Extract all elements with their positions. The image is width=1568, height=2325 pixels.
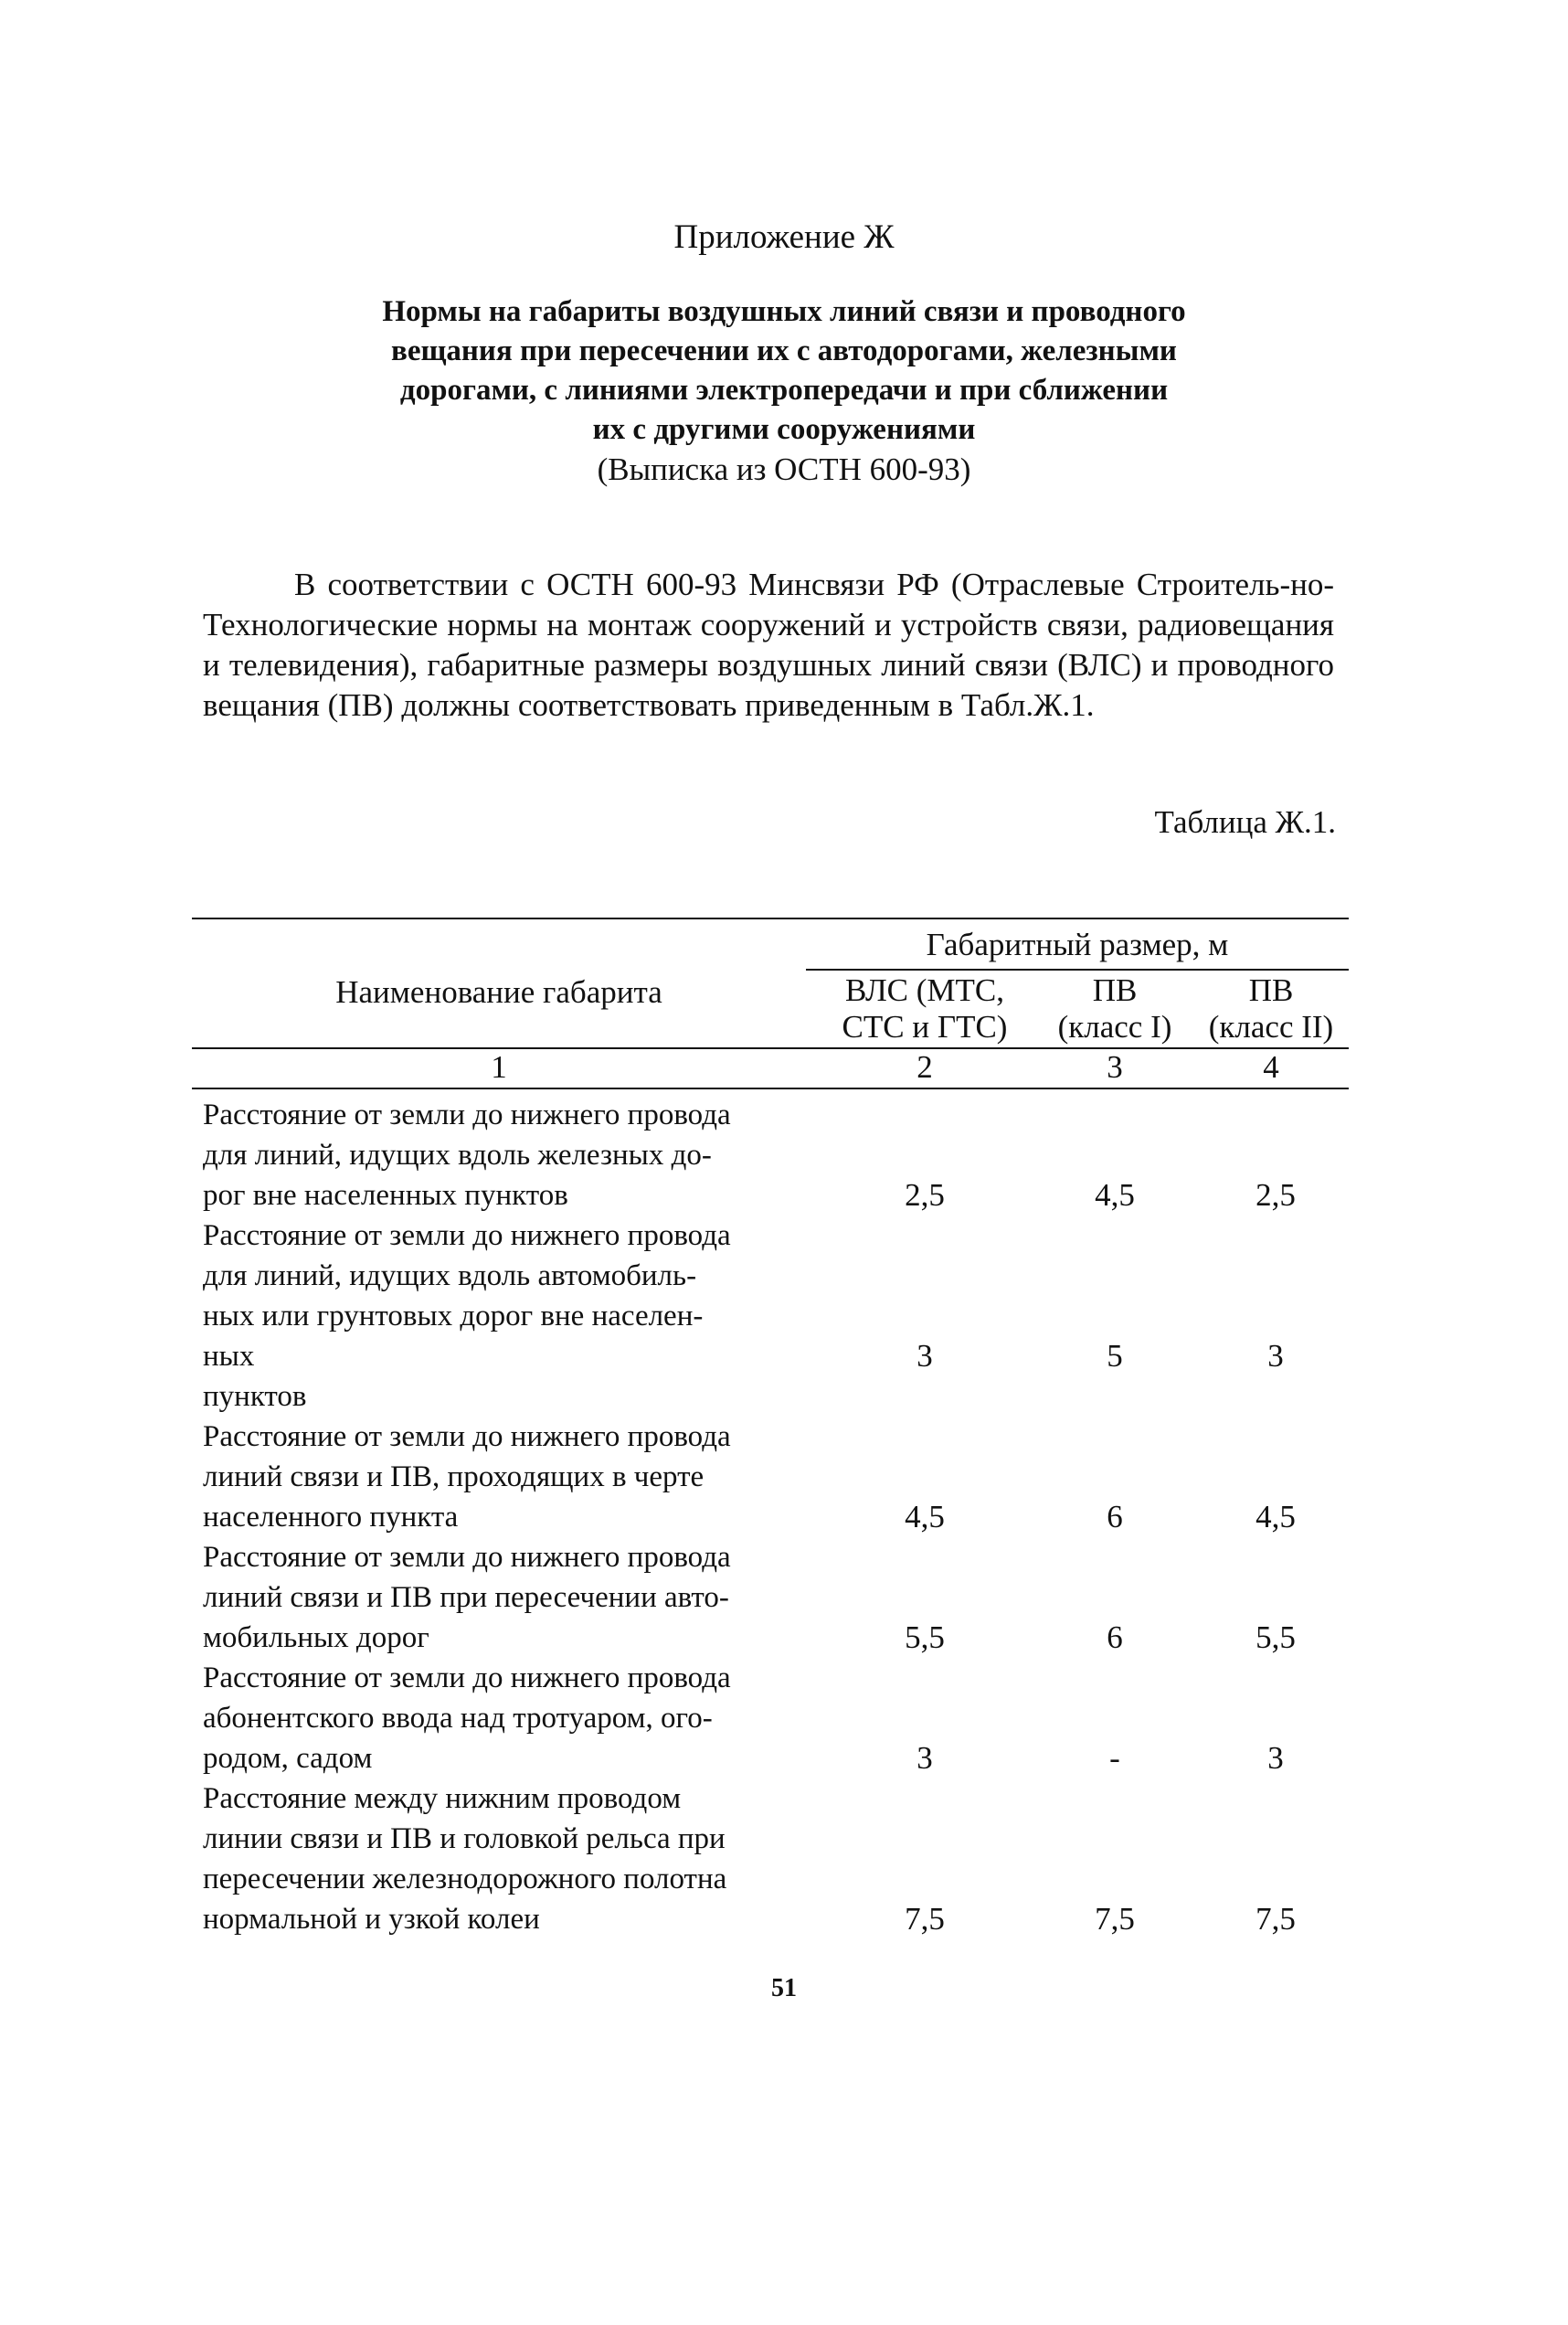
table-row: [192, 1417, 1349, 1537]
col-header-name: Наименование габарита: [335, 974, 662, 1010]
row-value-pv1: 5: [1107, 1338, 1123, 1374]
table-row: [192, 1658, 1349, 1778]
page-number: 51: [771, 1974, 797, 2002]
document-heading: [302, 292, 1266, 489]
row-name-line: населенного пункта: [203, 1501, 459, 1534]
row-name-line: Расстояние от земли до нижнего провода: [203, 1541, 731, 1574]
row-name-line: родом, садом: [203, 1742, 373, 1775]
row-value-pv2: 3: [1267, 1338, 1284, 1374]
heading-line: дорогами, с линиями электропередачи и при сближении: [399, 374, 1169, 407]
row-name-line: абонентского ввода над тротуаром, ого-: [203, 1702, 713, 1735]
heading-line: их с другими сооружениями: [592, 413, 976, 446]
numbers-bottom-rule: [192, 1088, 1349, 1089]
row-value-pv1: 6: [1107, 1619, 1123, 1655]
col-header-line: СТС и ГТС): [842, 1009, 1008, 1045]
col-number: 1: [491, 1049, 507, 1085]
row-name-line: линии связи и ПВ и головкой рельса при: [203, 1822, 726, 1855]
row-name-line: Расстояние от земли до нижнего провода: [203, 1099, 731, 1131]
row-name-line: пересечении железнодорожного полотна: [203, 1863, 727, 1895]
row-name: [203, 1216, 806, 1417]
col-number: 4: [1263, 1049, 1279, 1085]
col-header-pv2: [1193, 972, 1349, 1046]
row-value-vls: 2,5: [905, 1177, 945, 1213]
col-header-line: (класс II): [1208, 1009, 1334, 1045]
row-name-line: рог вне населенных пунктов: [203, 1179, 568, 1212]
heading-line: Нормы на габариты воздушных линий связи и проводного: [382, 295, 1186, 328]
row-name-line: Расстояние от земли до нижнего провода: [203, 1661, 731, 1694]
col-header-line: ПВ: [1092, 972, 1138, 1008]
col-header-line: ПВ: [1248, 972, 1294, 1008]
row-name: [203, 1095, 806, 1216]
table-row: [192, 1216, 1349, 1417]
table-row: [192, 1537, 1349, 1658]
row-value-pv2: 5,5: [1255, 1619, 1296, 1655]
row-name-line: для линий, идущих вдоль автомобиль-: [203, 1259, 697, 1292]
col-header-line: ВЛС (МТС,: [844, 972, 1005, 1008]
row-name-line: для линий, идущих вдоль железных до-: [203, 1139, 712, 1172]
row-name-line: ных или грунтовых дорог вне населен-: [203, 1300, 704, 1332]
row-name-line: ных: [203, 1340, 255, 1373]
row-value-pv2: 3: [1267, 1740, 1284, 1776]
row-value-pv2: 7,5: [1255, 1901, 1296, 1937]
row-value-vls: 3: [916, 1338, 933, 1374]
row-name-line: Расстояние между нижним проводом: [203, 1782, 682, 1815]
row-name-line: Расстояние от земли до нижнего провода: [203, 1420, 731, 1453]
appendix-title: Приложение Ж: [673, 218, 895, 256]
row-name: [203, 1778, 806, 1939]
row-value-vls: 3: [916, 1740, 933, 1776]
heading-subtitle: (Выписка из ОСТН 600-93): [597, 451, 971, 487]
row-name-line: линий связи и ПВ при пересечении авто-: [203, 1581, 729, 1614]
col-header-pv1: [1042, 972, 1188, 1046]
row-name: [203, 1658, 806, 1778]
table-row: [192, 1778, 1349, 1939]
col-number: 2: [916, 1049, 933, 1085]
table-row: [192, 1095, 1349, 1216]
table-caption: Таблица Ж.1.: [1154, 804, 1336, 840]
row-value-pv2: 4,5: [1255, 1499, 1296, 1534]
col-header-vls: [806, 972, 1044, 1046]
row-value-pv1: 4,5: [1095, 1177, 1135, 1213]
row-name: [203, 1417, 806, 1537]
group-header-rule: [806, 969, 1349, 971]
row-value-vls: 7,5: [905, 1901, 945, 1937]
row-name-line: линий связи и ПВ, проходящих в черте: [203, 1460, 705, 1493]
table-top-rule: [192, 918, 1349, 919]
row-value-pv1: -: [1109, 1740, 1120, 1776]
row-value-vls: 5,5: [905, 1619, 945, 1655]
row-name: [203, 1537, 806, 1658]
row-value-pv1: 6: [1107, 1499, 1123, 1534]
group-header: Габаритный размер, м: [926, 927, 1229, 962]
intro-paragraph: В соответствии с ОСТН 600-93 Минсвязи РФ (Отраслевые Строитель-но-Технологические нормы на монтаж сооружений и устройств связи, радиовещания и телевидения), габаритные размеры воздушных линий связи (ВЛС) и проводного вещания (ПВ) должны соответствовать приведенным в Табл.Ж.1.: [203, 567, 1334, 723]
row-name-line: пунктов: [203, 1380, 307, 1413]
col-number: 3: [1107, 1049, 1123, 1085]
heading-line: вещания при пересечении их с автодорогами, железными: [391, 334, 1177, 367]
row-value-vls: 4,5: [905, 1499, 945, 1534]
row-name-line: Расстояние от земли до нижнего провода: [203, 1219, 731, 1252]
col-header-line: (класс I): [1057, 1009, 1172, 1045]
row-name-line: мобильных дорог: [203, 1621, 429, 1654]
row-value-pv2: 2,5: [1255, 1177, 1296, 1213]
row-name-line: нормальной и узкой колеи: [203, 1903, 540, 1936]
row-value-pv1: 7,5: [1095, 1901, 1135, 1937]
